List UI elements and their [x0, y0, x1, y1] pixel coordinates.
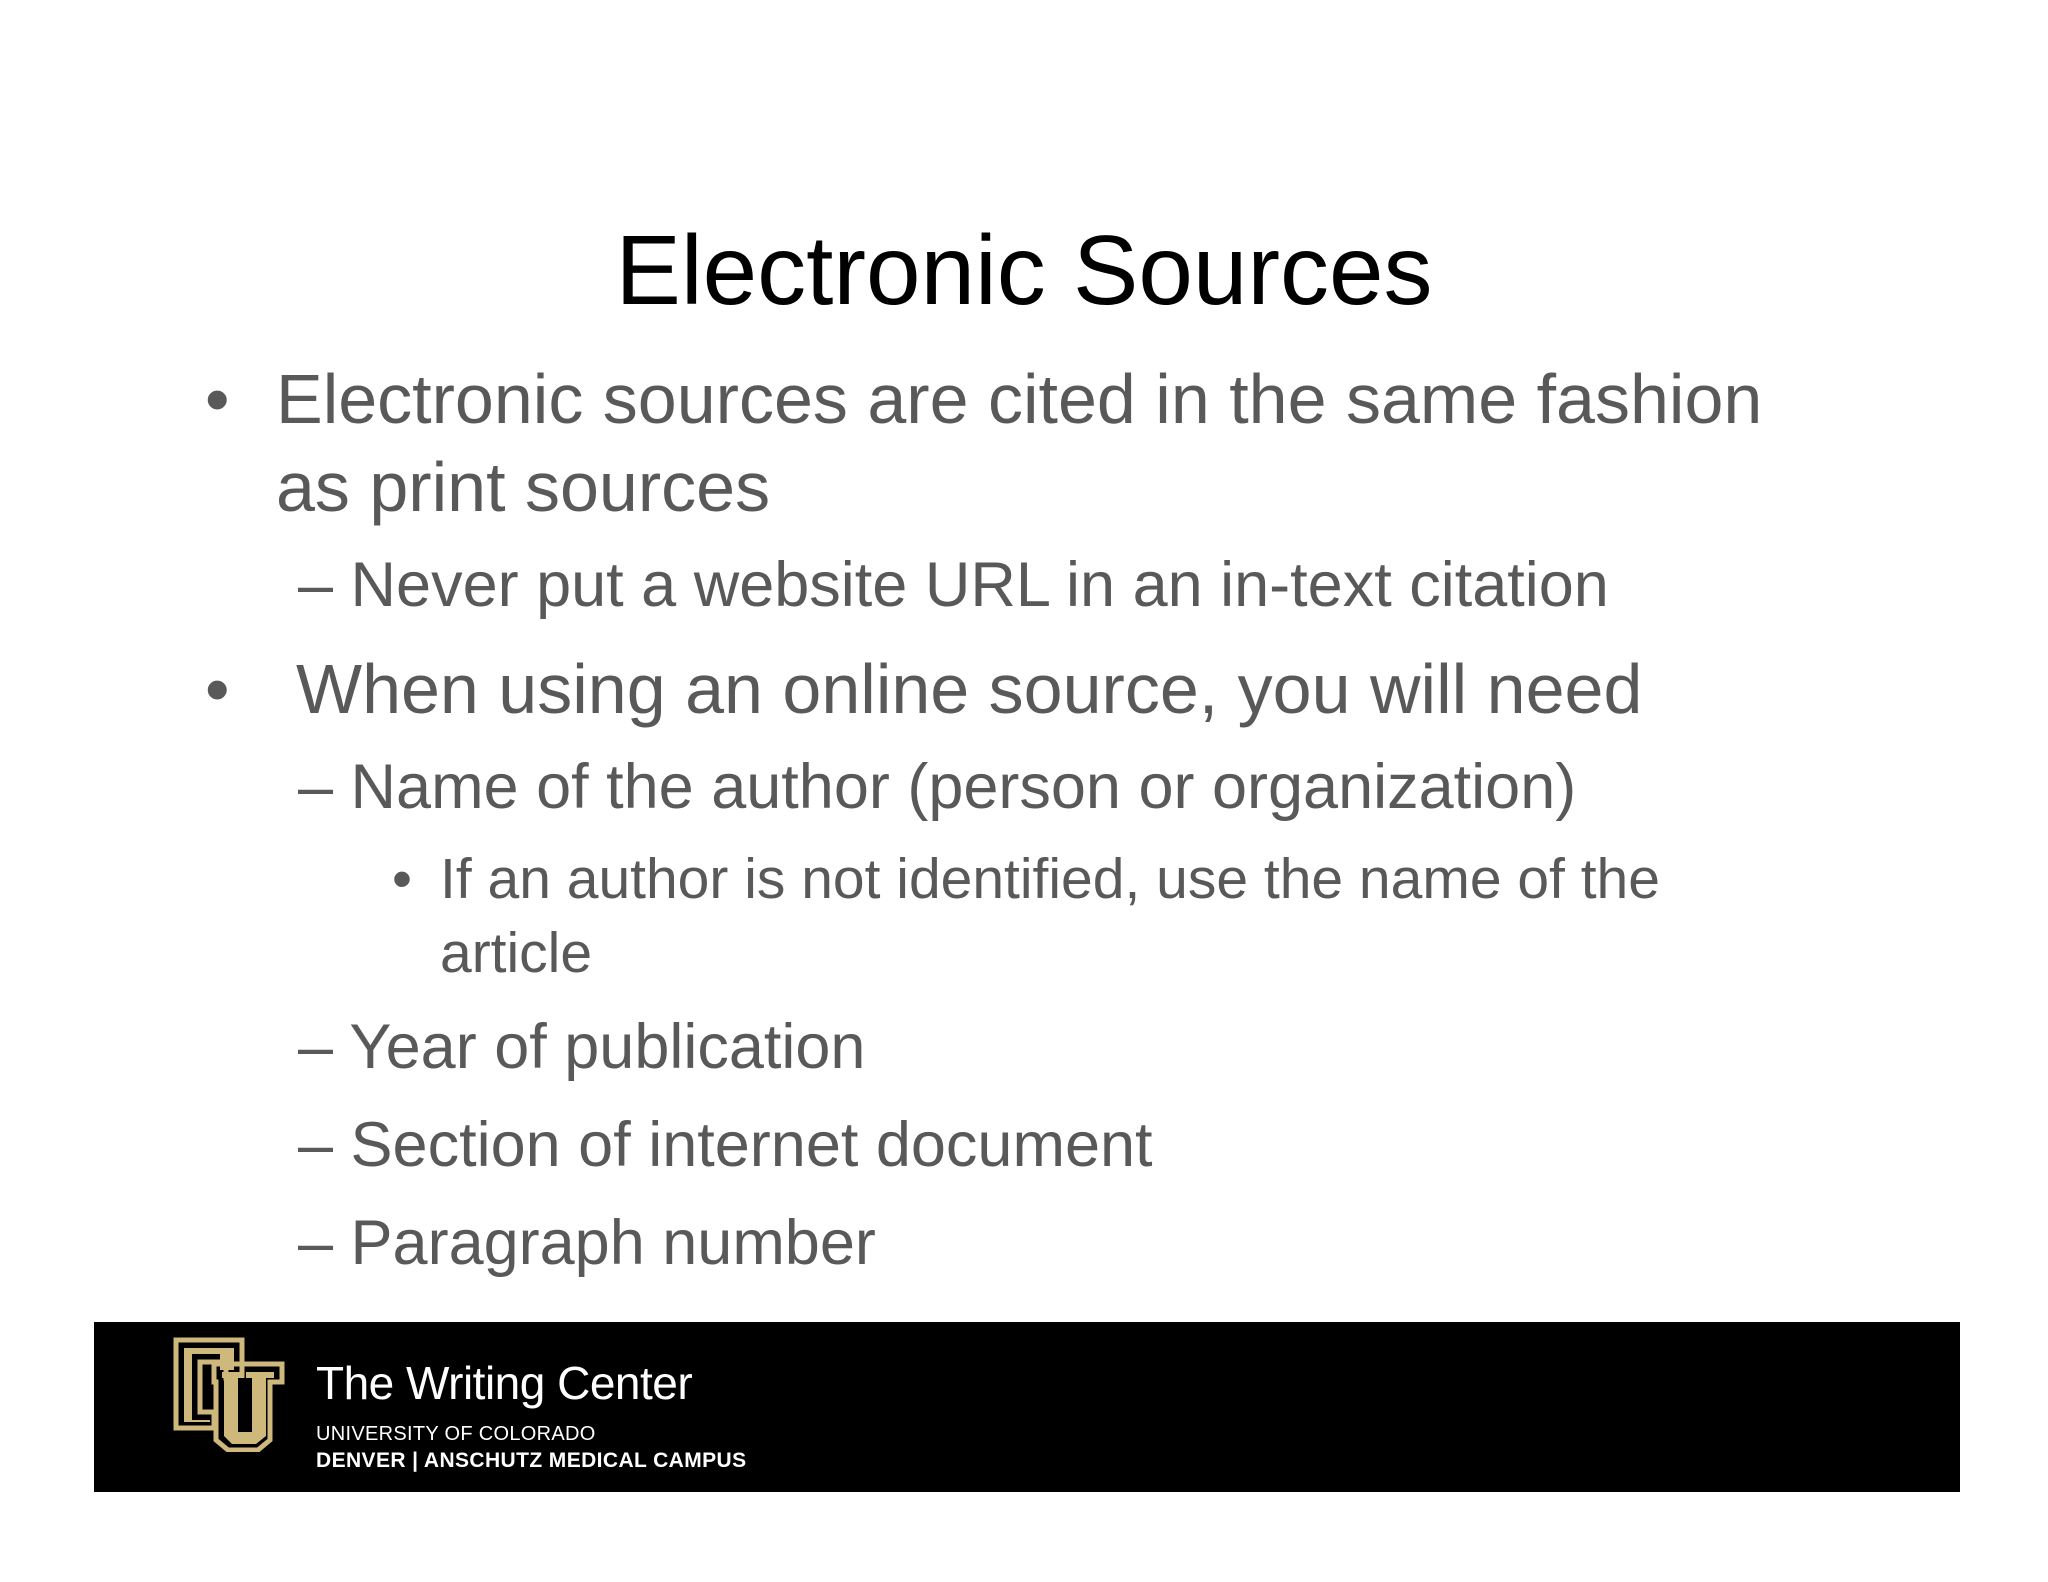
campus-name: DENVER | ANSCHUTZ MEDICAL CAMPUS: [316, 1449, 747, 1472]
sub-sub-bullet-text: If an author is not identified, use the name of the: [440, 847, 1660, 911]
sub-bullet-text: – Section of internet document: [298, 1110, 1153, 1180]
sub-sub-bullet-text-continuation: article: [440, 921, 593, 985]
bullet-glyph: •: [392, 847, 412, 911]
sub-bullet-text: – Name of the author (person or organization): [298, 752, 1577, 822]
org-name: The Writing Center: [316, 1357, 693, 1409]
slide-title: Electronic Sources: [615, 215, 1433, 325]
bullet-glyph: •: [205, 650, 230, 728]
bullet-glyph: •: [205, 360, 230, 438]
sub-bullet-text: – Year of publication: [298, 1012, 866, 1082]
university-name: UNIVERSITY OF COLORADO: [316, 1423, 596, 1445]
cu-logo-icon: [170, 1336, 288, 1452]
sub-bullet-text: – Paragraph number: [298, 1208, 876, 1278]
bullet-text-continuation: as print sources: [276, 448, 771, 526]
footer-banner: [94, 1322, 1960, 1492]
bullet-text: When using an online source, you will need: [296, 650, 1643, 728]
sub-bullet-text: – Never put a website URL in an in-text citation: [298, 550, 1609, 620]
bullet-text: Electronic sources are cited in the same fashion: [276, 360, 1763, 438]
